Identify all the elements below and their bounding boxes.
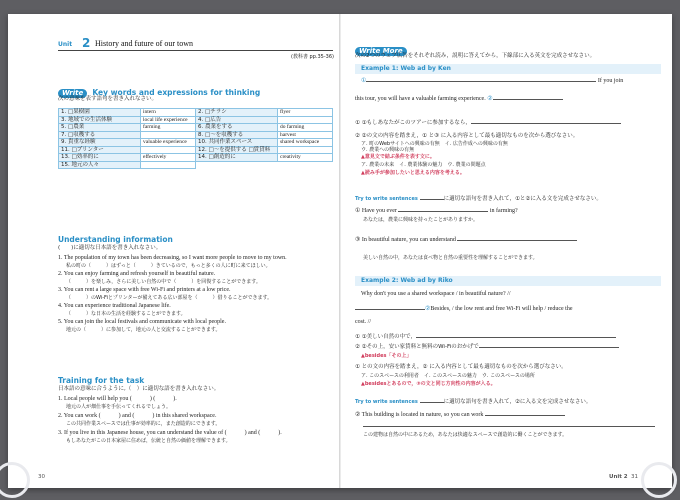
text: に適切な語句を書き入れて，①と②に入る文を完成させなさい。 (443, 196, 602, 202)
text: ① ①もしあなたがこのツアーに参加するなら， (355, 120, 471, 126)
kw-en[interactable]: flyer (278, 109, 333, 117)
page-number-left: 30 (38, 474, 45, 480)
textbook-ref: (教科書 pp.35-36) (291, 54, 334, 60)
option[interactable]: イ. 広告作成への興味の有無 (444, 141, 508, 147)
title-rule (58, 50, 333, 51)
text: ① Have you ever (355, 208, 397, 214)
try2-a-ja: この建物は自然の中にあるため，あなたは快適なスペースで創造的に働くことができます。 (363, 432, 568, 438)
kw-ja: 2. □チラシ (196, 109, 278, 117)
item-en: 1. The population of my town has been decreasing, so I want more people to move to my town. (58, 255, 287, 261)
list-item (58, 303, 330, 317)
try1-header (355, 196, 661, 203)
answer-line[interactable] (493, 99, 563, 100)
try-badge: Try to write sentences (355, 399, 418, 405)
kw-en[interactable]: shared workspace (278, 139, 333, 147)
kw-ja: 14. □創造的に (196, 154, 278, 162)
understanding-list (58, 255, 330, 333)
option[interactable]: ア. このスペースの利用者 (361, 373, 419, 379)
ex2-q2 (355, 344, 661, 351)
item-en[interactable]: 2. You can work ( ) and ( ) in this shared workspace. (58, 413, 217, 419)
table-row (59, 161, 333, 169)
keywords-table (58, 108, 333, 169)
example1-line2 (355, 96, 661, 104)
try-badge: Try to write sentences (355, 196, 418, 202)
ex1-options-a (361, 141, 661, 154)
understanding-title: Understanding information (58, 235, 173, 244)
text: in farming? (489, 208, 518, 214)
example2-line3: cost. // (355, 319, 371, 325)
kw-ja: 12. □～を提供する □賃貸料 (196, 146, 278, 154)
ex1-hint1: ▲意見文で結ぶ条件を表す文に。 (361, 154, 435, 160)
textbook-spread (8, 14, 672, 488)
table-row (59, 146, 333, 154)
kw-ja: 11. □プリンター (59, 146, 141, 154)
text: If you join (597, 78, 624, 84)
mark: ② (487, 96, 493, 102)
page-number-right: 31 (631, 474, 638, 480)
kw-en[interactable] (141, 146, 196, 154)
decor-circle (641, 462, 677, 498)
text: ② ②その上，安い家賃料と無料のWi-Fiのおかげで (355, 344, 479, 350)
text: ② This building is located in nature, so you can work (355, 412, 484, 418)
item-en: 2. You can enjoy farming and refresh yourself in beautiful nature. (58, 271, 216, 277)
list-item (58, 287, 330, 301)
list-item (58, 319, 330, 333)
item-en: 4. You can experience traditional Japanese life. (58, 303, 171, 309)
option[interactable]: ウ. このスペースの場所 (481, 373, 535, 379)
answer-line (420, 402, 444, 403)
mark: ① (361, 78, 367, 84)
kw-ja: 13. □効率的に (59, 154, 141, 162)
page-label: Unit 2 (609, 474, 628, 480)
option[interactable]: ア. 町のWebサイトへの興味の有無 (361, 141, 440, 147)
kw-ja: 8. □～を収穫する (196, 131, 278, 139)
kw-en[interactable]: do farming (278, 124, 333, 132)
try1-b-ja: 美しい自然の中，あなたは食べ物と自然の重要性を理解することができます。 (363, 255, 538, 261)
kw-en[interactable] (278, 146, 333, 154)
answer-line[interactable] (485, 415, 565, 416)
option[interactable]: ウ. 農業の問題点 (447, 162, 486, 168)
item-ja[interactable]: 地元の（ ）に参加して，地元の人と交流することができます。 (66, 326, 221, 333)
try2-a (355, 412, 661, 420)
kw-ja: 6. 農業をする (196, 124, 278, 132)
kw-en[interactable] (141, 131, 196, 139)
answer-line[interactable] (471, 123, 621, 124)
kw-empty (278, 161, 333, 169)
kw-ja: 1. □果樹園 (59, 109, 141, 117)
table-row (59, 131, 333, 139)
list-item (58, 413, 330, 427)
list-item (58, 271, 330, 285)
ex2-hint0: ▲besides「その上」 (361, 353, 412, 359)
text: に適切な語句を書き入れて，②に入る文を完成させなさい。 (443, 399, 592, 405)
item-ja: もしあなたがこの日本家屋に住めば，伝統と自然の価値を理解できます。 (66, 437, 231, 444)
table-row (59, 154, 333, 162)
text: ① ①美しい自然の中で， (355, 334, 417, 340)
write-badge: Write (58, 89, 87, 98)
try1-b (355, 237, 661, 245)
kw-ja: 15. 地元の人々 (59, 161, 141, 169)
write-more-badge: Write More (355, 47, 407, 56)
list-item (58, 255, 330, 269)
kw-en[interactable]: intern (141, 109, 196, 117)
ex2-q1 (355, 334, 661, 341)
kw-ja: 3. 地域での生活体験 (59, 116, 141, 124)
try2-header (355, 399, 661, 406)
kw-empty (196, 161, 278, 169)
text: ③ In beautiful nature, you can understand (355, 237, 456, 243)
kw-en[interactable]: local life experience (141, 116, 196, 124)
kw-en[interactable]: valuable experience (141, 139, 196, 147)
kw-en[interactable]: effectively (141, 154, 196, 162)
item-ja[interactable]: 私の町の（ ）はずっと（ ）きているので，もっと多くの人に町に来てほしい。 (66, 262, 271, 269)
item-en: 3. You can rent a large space with free Wi-Fi and printers at a low price. (58, 287, 231, 293)
ex1-q2: ② ②の文の内容を踏まえ，① と③ に入る内容として最も適切なものを次から選びなさい。 (355, 133, 579, 139)
write-more-instruction: 次の2つのウェブ広告をそれぞれ読み，説明に答えてから，下線部に入る英文を完成させなさい。 (355, 53, 596, 59)
option[interactable]: ウ. 農業への興味の有無 (361, 147, 415, 154)
item-en: 5. You can join the local festivals and communicate with local people. (58, 319, 226, 325)
unit-label: Unit (58, 41, 73, 48)
try1-a-ja: あなたは，農業に興味を持ったことがありますか。 (363, 217, 479, 223)
kw-en[interactable]: harvest (278, 131, 333, 139)
answer-line[interactable] (479, 347, 619, 348)
answer-line[interactable] (366, 81, 596, 82)
unit-number: 2 (82, 36, 91, 50)
list-item (58, 396, 330, 410)
try1-a (355, 208, 661, 216)
table-row (59, 139, 333, 147)
training-instruction: 日本語の意味に合うように,（ ）に適切な語を書き入れなさい。 (58, 386, 220, 392)
item-ja: 地元の人が畑仕事を手伝ってくれるでしょう。 (66, 403, 171, 410)
kw-en[interactable]: farming (141, 124, 196, 132)
answer-line[interactable] (416, 337, 616, 338)
table-row (59, 116, 333, 124)
answer-line[interactable] (355, 309, 425, 310)
answer-line[interactable] (398, 211, 488, 212)
kw-en[interactable]: creativity (278, 154, 333, 162)
understanding-instruction: ( )に適切な日本語を書き入れなさい。 (58, 245, 162, 251)
option[interactable]: ア. 農業の未来 (361, 162, 395, 168)
item-en[interactable]: 1. Local people will help you ( ) ( ). (58, 396, 177, 402)
ex2-hint1: ▲besidesとあるので，③の文と同じ方向性の内容が入る。 (361, 381, 496, 387)
example2-line1 (361, 291, 661, 299)
text: Why don't you use a shared workspace / in beautiful nature? // (361, 291, 511, 297)
answer-line[interactable] (457, 240, 577, 241)
unit-title: History and future of our town (95, 39, 193, 48)
item-ja[interactable]: （ ）な日本の生活を経験することができます。 (66, 310, 186, 317)
ex1-q1 (355, 120, 661, 127)
example2-header: Example 2: Web ad by Riko (355, 276, 661, 286)
item-en[interactable]: 3. If you live in this Japanese house, you can understand the value of ( ) and ( ). (58, 430, 282, 436)
option[interactable]: イ. 農業体験の魅力 (399, 162, 443, 168)
example2-line2 (355, 306, 661, 314)
left-page (8, 14, 339, 488)
ex1-options-b (361, 162, 661, 168)
item-ja[interactable]: （ ）を楽しみ，さらに美しい自然の中で（ ）を回復することができます。 (66, 278, 261, 285)
ex2-q3: ① との文の内容を踏まえ，② に入る内容として最も適切なものを次から選びなさい。 (355, 364, 567, 370)
mark: ② (425, 306, 431, 312)
text: this tour, you will have a valuable farming experience. (355, 96, 486, 102)
table-row (59, 109, 333, 117)
list-item (58, 430, 330, 444)
decor-circle (0, 462, 30, 498)
kw-ja: 10. 共同作業スペース (196, 139, 278, 147)
training-title: Training for the task (58, 376, 145, 385)
kw-ja: 4. □広告 (196, 116, 278, 124)
ex2-options (361, 373, 661, 379)
kw-ja: 5. □農業 (59, 124, 141, 132)
kw-en[interactable] (141, 161, 196, 169)
training-list (58, 396, 330, 444)
option[interactable]: イ. このスペースの魅力 (423, 373, 477, 379)
kw-en[interactable] (278, 116, 333, 124)
item-ja: この共同作業スペースでは仕事が効率的に，また創造的にできます。 (66, 420, 221, 427)
answer-line (420, 199, 444, 200)
kw-ja: 9. 貴重な経験 (59, 139, 141, 147)
keywords-title: Key words and expressions for thinking (92, 88, 261, 97)
example1-header: Example 1: Web ad by Ken (355, 64, 661, 74)
ex1-hint2: ▲読み手が参加したいと思える内容を考える。 (361, 170, 465, 176)
text: Besides, / the low rent and free Wi-Fi will help / reduce the (430, 306, 573, 312)
kw-ja: 7. □収穫する (59, 131, 141, 139)
keywords-instruction: 次の意味を表す語句を書き入れなさい。 (58, 96, 158, 102)
table-row (59, 124, 333, 132)
item-ja[interactable]: （ ）のWi-Fiとプリンターが備えてある広い部屋を（ ）借りることができます。 (66, 294, 273, 301)
answer-line[interactable] (363, 426, 655, 427)
example1-line1 (361, 78, 661, 86)
right-page (341, 14, 672, 488)
